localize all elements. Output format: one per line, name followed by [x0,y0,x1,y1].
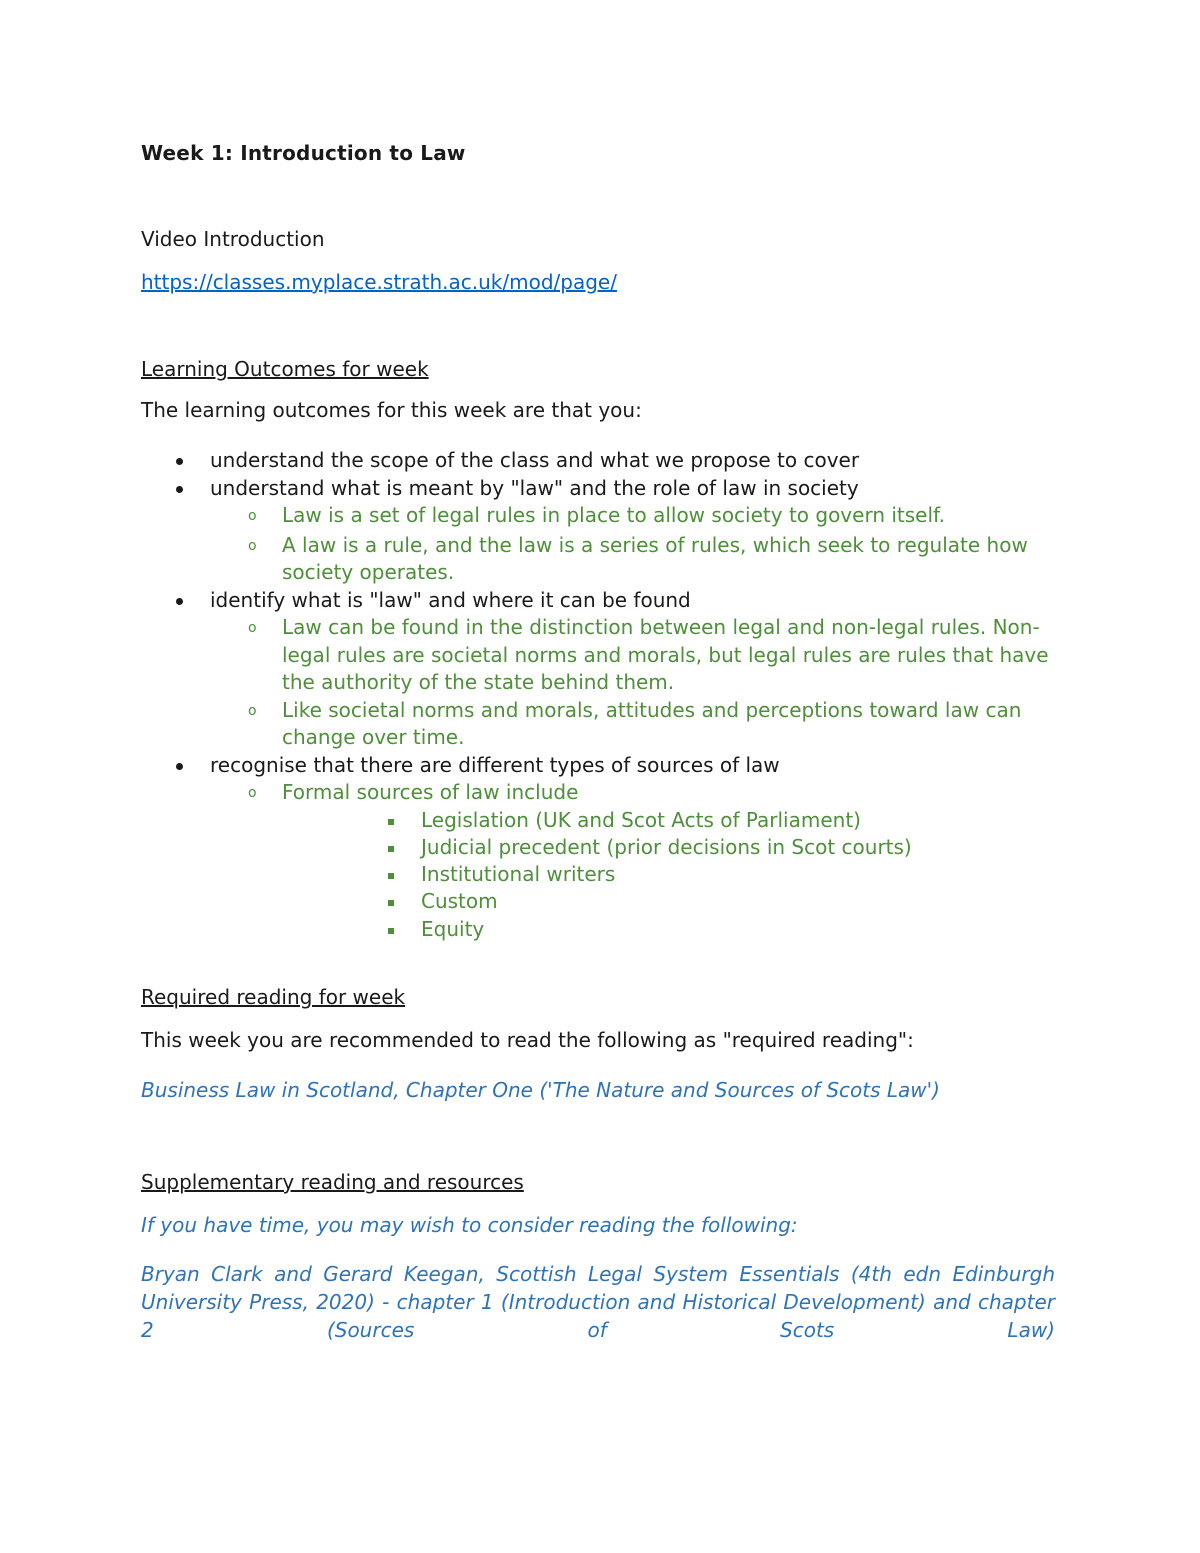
sources-list [210,807,1059,943]
source-item [69,834,1059,861]
required-heading: Required reading for week [141,985,406,1009]
note-item [141,614,1059,697]
source-text: Custom [421,889,498,914]
supplementary-reference: Bryan Clark and Gerard Keegan, Scottish Legal System Essentials (4th edn Edinburgh University Press, 2020) - chapter 1 (Introduction and Historical Development) and chapter 2 (Sources of Scots Law) [141,1262,1055,1342]
video-link[interactable]: https://classes.myplace.strath.ac.uk/mod/page/ [141,270,617,294]
note-item [141,532,1059,587]
source-item [69,916,1059,943]
required-intro: This week you are recommended to read the following as "required reading": [141,1028,914,1052]
outcome-notes [210,779,1059,807]
list-item [141,752,1059,943]
outcomes-heading: Learning Outcomes for week [141,357,429,381]
note-item [141,697,1059,752]
outcomes-intro: The learning outcomes for this week are that you: [141,398,642,422]
note-text: o Like societal norms and morals, attitudes and perceptions toward law can change over time. [282,697,1022,749]
outcome-text: recognise that there are different types of sources of law [210,752,780,777]
supplementary-heading: Supplementary reading and resources [141,1170,524,1194]
page-title: Week 1: Introduction to Law [141,141,466,165]
source-text: Institutional writers [421,862,616,887]
outcome-text: identify what is "law" and where it can be found [210,587,691,612]
list-item [141,447,1059,475]
supplementary-intro: If you have time, you may wish to consider reading the following: [141,1213,798,1237]
video-label: Video Introduction [141,227,325,251]
note-item [141,502,1059,530]
note-text: o A law is a rule, and the law is a series of rules, which seek to regulate how society operates. [282,532,1028,584]
source-item [69,807,1059,834]
note-item [141,779,1059,807]
source-text: Legislation (UK and Scot Acts of Parliament) [421,807,861,832]
source-item [69,888,1059,915]
note-text: o Law can be found in the distinction between legal and non-legal rules. Non-legal rules are societal norms and morals, but legal rules are rules that have the authority of the state behind them. [282,615,1049,694]
note-text: o Law is a set of legal rules in place to allow society to govern itself. [282,503,945,527]
required-book: Business Law in Scotland, Chapter One ('The Nature and Sources of Scots Law') [141,1078,940,1102]
outcome-text: understand what is meant by "law" and the role of law in society [210,475,859,500]
outcome-notes [210,614,1059,752]
list-item [141,475,1059,587]
outcome-notes [210,502,1059,587]
source-text: Judicial precedent (prior decisions in Scot courts) [421,834,912,859]
outcomes-list [141,447,1059,943]
list-item [141,587,1059,752]
source-text: Equity [421,916,485,941]
source-item [69,861,1059,888]
note-text: o Formal sources of law include [282,780,579,804]
outcome-text: understand the scope of the class and what we propose to cover [210,448,860,472]
